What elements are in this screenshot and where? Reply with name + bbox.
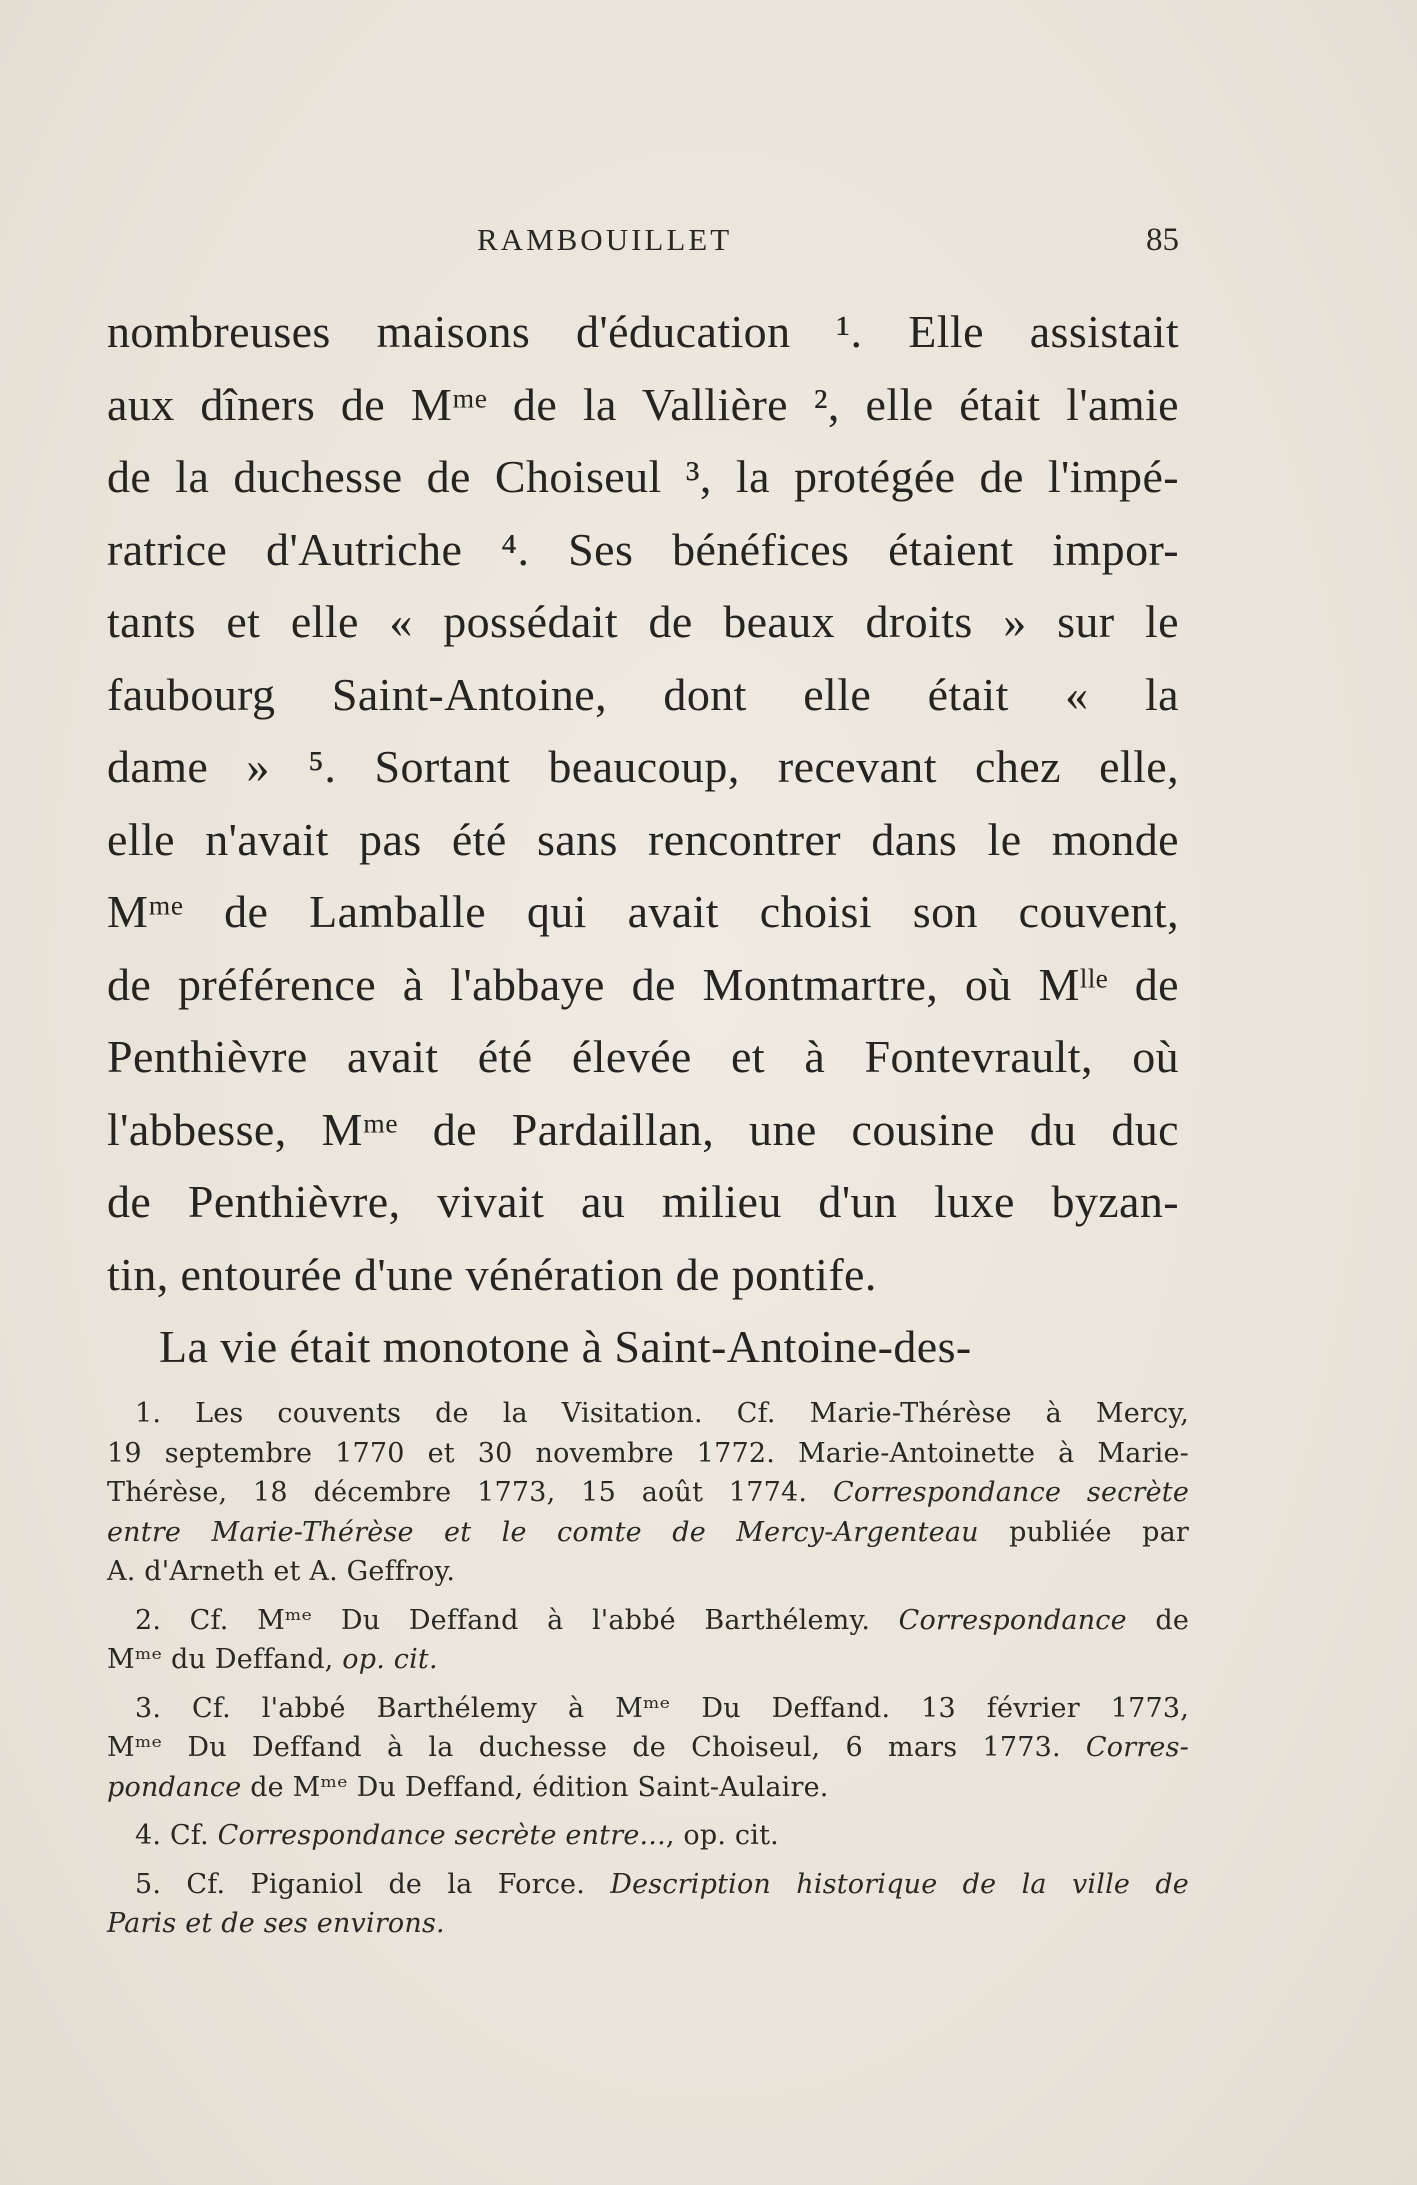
text-line: de préférence à l'abbaye de Montmartre, où Mˡˡᵉ de	[107, 958, 1179, 1010]
text-line: aux dîners de Mᵐᵉ de la Vallière ², elle était l'amie	[107, 378, 1179, 430]
text-line: tin, entourée d'une vénération de pontife.	[107, 1248, 877, 1300]
page-number: 85	[1146, 222, 1179, 258]
paragraph-start-line: La vie était monotone à Saint-Antoine-des-	[159, 1321, 972, 1372]
text-line: nombreuses maisons d'éducation ¹. Elle assistait	[107, 306, 1179, 357]
footnote-text: Mᵐᵉ Du Deffand à la duchesse de Choiseul, 6 mars 1773.	[107, 1732, 1086, 1763]
text-line: Mᵐᵉ de Lamballe qui avait choisi son couvent,	[107, 886, 1179, 937]
footnote-1-line: 1. Les couvents de la Visitation. Cf. Marie-Thérèse à Mercy,	[135, 1398, 1189, 1429]
footnote-5-line: Paris et de ses environs.	[107, 1908, 445, 1939]
footnote-2-line	[107, 1601, 1189, 1641]
footnote-text: Thérèse, 18 décembre 1773, 15 août 1774.	[107, 1477, 833, 1508]
text-line: Penthièvre avait été élevée et à Fontevrault, où	[107, 1031, 1179, 1082]
main-text	[107, 296, 1179, 1384]
text-line: faubourg Saint-Antoine, dont elle était « la	[107, 668, 1179, 720]
footnote-title-italic: Description historique de la ville de	[610, 1868, 1189, 1900]
running-title: RAMBOUILLET	[477, 222, 733, 257]
footnote-2-line	[107, 1640, 1189, 1680]
footnote-text: 2. Cf. Mᵐᵉ Du Deffand à l'abbé Barthélemy.	[135, 1604, 899, 1636]
footnote-text: 4. Cf.	[135, 1820, 218, 1851]
footnote-title-italic: Correspondance secrète	[832, 1477, 1189, 1508]
footnote-text: Mᵐᵉ du Deffand,	[107, 1644, 343, 1675]
footnote-3-line	[107, 1728, 1189, 1768]
footnote-title-italic: op. cit.	[342, 1644, 438, 1675]
text-line: elle n'avait pas été sans rencontrer dans le monde	[107, 813, 1179, 865]
footnote-text: , op. cit.	[665, 1820, 779, 1851]
text-line: dame » ⁵. Sortant beaucoup, recevant chez elle,	[107, 741, 1179, 792]
footnote-title-italic: pondance	[107, 1771, 242, 1803]
footnote-title-italic: Correspondance secrète entre...	[217, 1820, 666, 1851]
footnote-text: de	[1126, 1604, 1189, 1636]
footnote-text: de Mᵐᵉ Du Deffand, édition Saint-Aulaire.	[241, 1771, 829, 1803]
footnote-1-line: 19 septembre 1770 et 30 novembre 1772. Marie-Antoinette à Marie-	[107, 1437, 1189, 1469]
footnote-text: 5. Cf. Piganiol de la Force.	[135, 1868, 611, 1900]
footnotes	[107, 1394, 1189, 1944]
footnote-title-italic: Correspondance	[898, 1604, 1127, 1636]
text-line: de la duchesse de Choiseul ³, la protégée de l'impé-	[107, 451, 1179, 502]
footnote-1-line	[107, 1473, 1189, 1513]
text-line: ratrice d'Autriche ⁴. Ses bénéfices étaient impor-	[107, 523, 1179, 575]
text-line: de Penthièvre, vivait au milieu d'un luxe byzan-	[107, 1176, 1179, 1227]
text-line: tants et elle « possédait de beaux droits » sur le	[107, 596, 1179, 647]
footnote-3-line: 3. Cf. l'abbé Barthélemy à Mᵐᵉ Du Deffand. 13 février 1773,	[135, 1692, 1189, 1724]
running-head	[107, 222, 1179, 262]
footnote-title-italic: Corres-	[1085, 1732, 1189, 1763]
footnote-4-line	[107, 1816, 1189, 1856]
footnote-1-line: A. d'Arneth et A. Geffroy.	[107, 1556, 456, 1587]
footnote-title-italic: entre Marie-Thérèse et le comte de Mercy-Argenteau	[107, 1516, 979, 1548]
footnote-1-line	[107, 1513, 1189, 1553]
footnote-text: publiée par	[978, 1516, 1189, 1548]
text-line: l'abbesse, Mᵐᵉ de Pardaillan, une cousine du duc	[107, 1103, 1179, 1155]
footnote-5-line	[107, 1865, 1189, 1905]
footnote-3-line	[107, 1768, 1189, 1808]
